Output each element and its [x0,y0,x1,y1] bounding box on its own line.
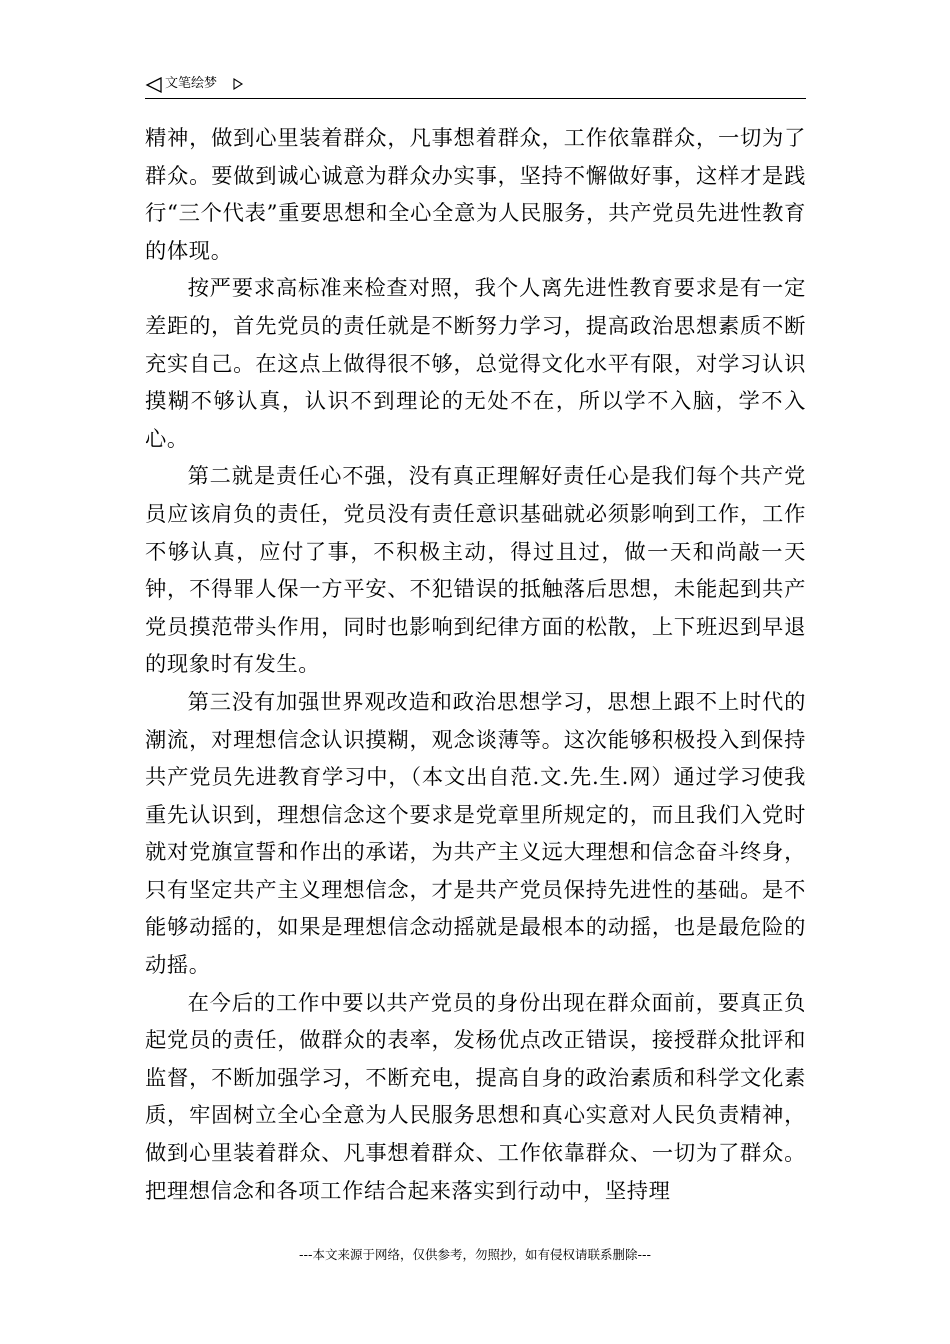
document-body [145,120,806,1210]
footer-notice: ---本文来源于网络，仅供参考，勿照抄，如有侵权请联系删除--- [298,1247,652,1262]
triangle-left-outline-icon [145,76,163,94]
paragraph-2: 按严要求高标准来检查对照，我个人离先进性教育要求是有一定差距的，首先党员的责任就是不断努力学习，提高政治思想素质不断充实自己。在这点上做得很不够，总觉得文化水平有限，对学习认识摸糊不够认真，认识不到理论的无处不在，所以学不入脑，学不入心。 [145,276,806,452]
triangle-right-outline-icon [232,77,244,91]
page-header [145,74,806,99]
header-title: 文笔绘梦 [165,76,218,91]
paragraph-5: 在今后的工作中要以共产党员的身份出现在群众面前，要真正负起党员的责任，做群众的表率，发杨优点改正错误，接授群众批评和监督，不断加强学习，不断充电，提高自身的政治素质和科学文化素质，牢固树立全心全意为人民服务思想和真心实意对人民负责精神，做到心里装着群众、凡事想着群众、工作依靠群众、一切为了群众。把理想信念和各项工作结合起来落实到行动中，坚持理 [145,990,806,1204]
paragraph-1: 精神，做到心里装着群众，凡事想着群众，工作依靠群众，一切为了群众。要做到诚心诚意为群众办实事，坚持不懈做好事，这样才是践行“三个代表”重要思想和全心全意为人民服务，共产党员先进性教育的体现。 [145,126,806,264]
paragraph-4: 第三没有加强世界观改造和政治思想学习，思想上跟不上时代的潮流，对理想信念认识摸糊，观念谈薄等。这次能够积极投入到保持共产党员先进教育学习中，（本文出自范.文.先.生.网）通过学习使我重先认识到，理想信念这个要求是党章里所规定的，而且我们入党时就对党旗宣誓和作出的承诺，为共产主义远大理想和信念奋斗终身，只有坚定共产主义理想信念，才是共产党员保持先进性的基础。是不能够动摇的，如果是理想信念动摇就是最根本的动摇，也是最危险的动摇。 [145,689,806,979]
paragraph-3: 第二就是责任心不强，没有真正理解好责任心是我们每个共产党员应该肩负的责任，党员没有责任意识基础就必须影响到工作，工作不够认真，应付了事，不积极主动，得过且过，做一天和尚敲一天钟，不得罪人保一方平安、不犯错误的抵触落后思想，未能起到共产党员摸范带头作用，同时也影响到纪律方面的松散，上下班迟到早退的现象时有发生。 [145,464,806,678]
